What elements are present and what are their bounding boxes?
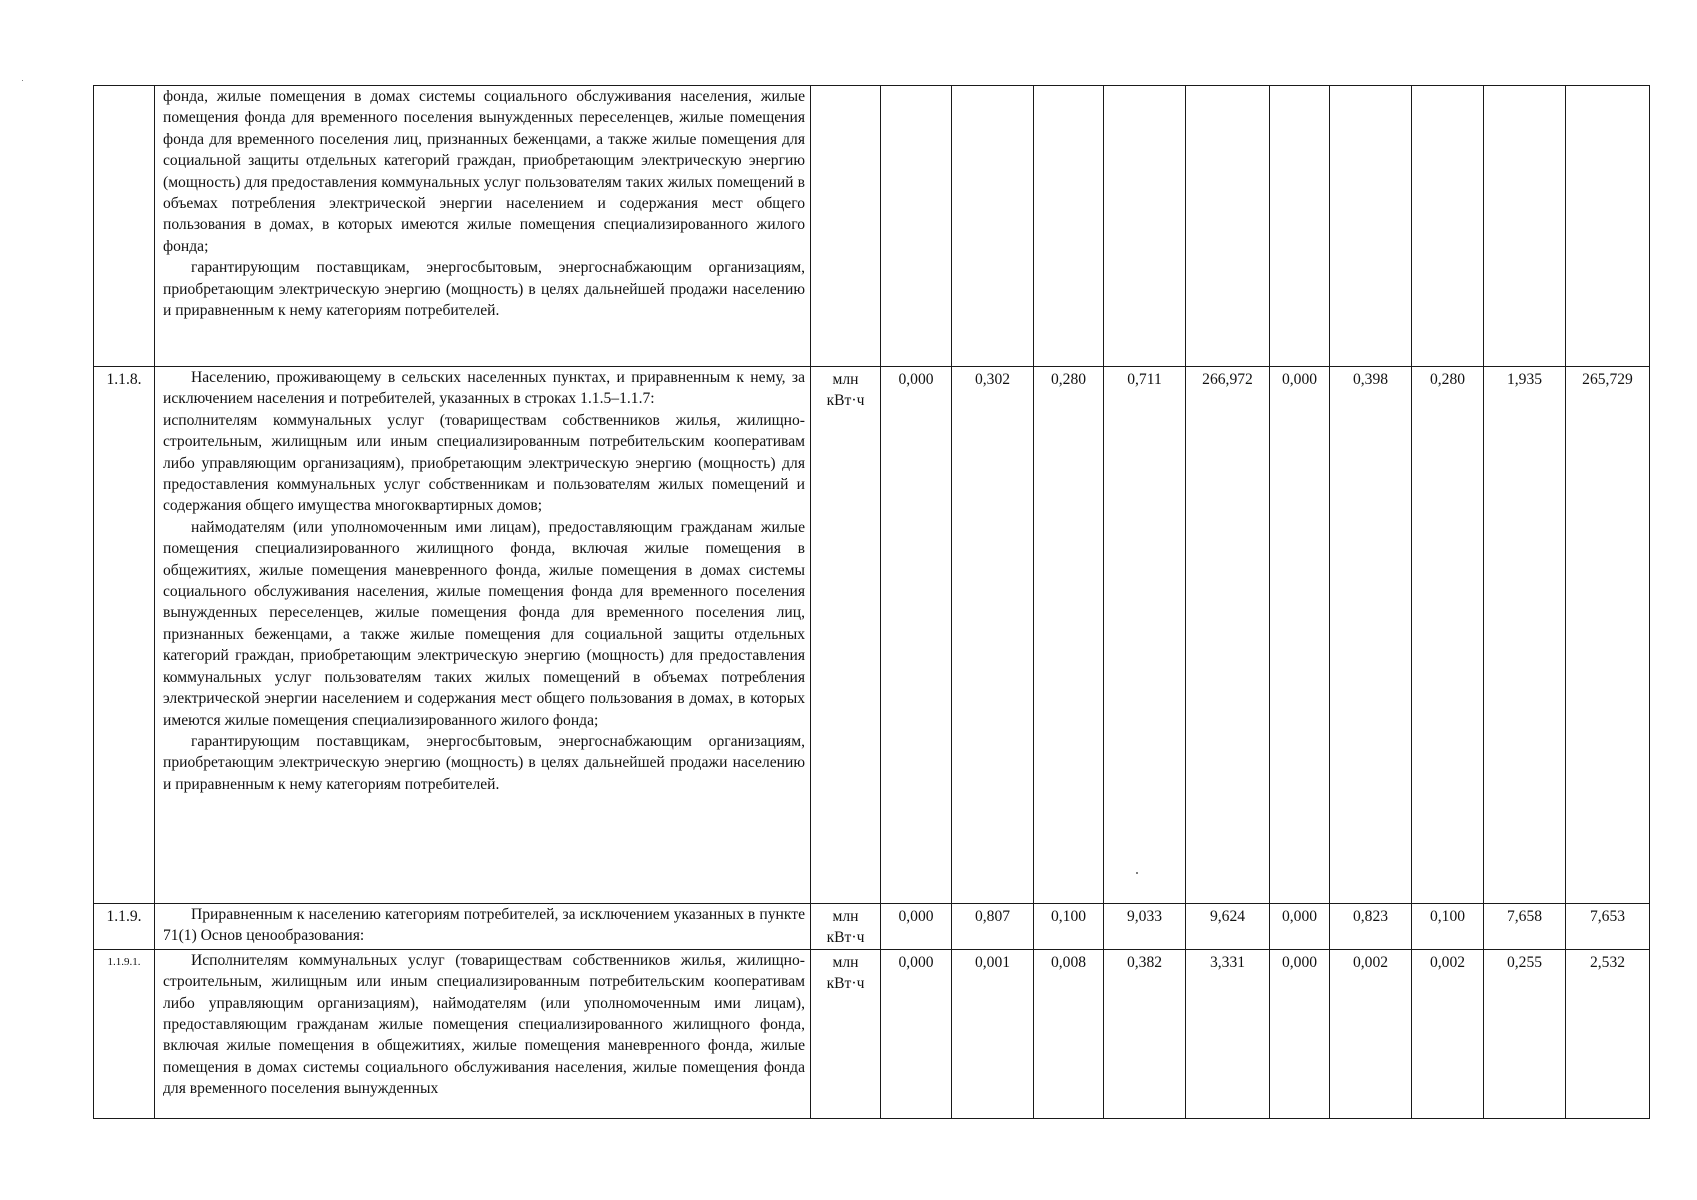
value-cell [952, 86, 1034, 367]
value-cell: 0,008 [1034, 949, 1104, 1118]
row-number: 1.1.9. [94, 904, 155, 950]
table-row [94, 86, 1650, 367]
description-paragraph: гарантирующим поставщикам, энергосбытовым, энергоснабжающим организациям, приобретающим электрическую энергию (мощность) в целях дальнейшей продажи населению и приравненным к нему категориям потребителей. [163, 732, 805, 793]
value-cell: 0,711 [1104, 367, 1186, 904]
table-row [94, 949, 1650, 1118]
value-cell: 7,653 [1566, 904, 1650, 950]
value-cell: 0,000 [881, 367, 952, 904]
value-cell: 0,000 [1270, 949, 1330, 1118]
value-cell [1566, 86, 1650, 367]
value-cell: 2,532 [1566, 949, 1650, 1118]
value-cell [1270, 86, 1330, 367]
value-cell [1330, 86, 1412, 367]
value-cell [1034, 86, 1104, 367]
description-paragraph: наймодателям (или уполномоченным ими лицам), предоставляющим гражданам жилые помещения специализированного жилищного фонда, включая жилые помещения в общежитиях, жилые помещения маневренного фонда, жилые помещения в домах системы социального обслуживания населения, жилые помещения фонда для временного поселения вынужденных переселенцев, жилые помещения фонда для временного поселения лиц, признанных беженцами, а также жилые помещения для социальной защиты отдельных категорий граждан, приобретающим электрическую энергию (мощность) для предоставления коммунальных услуг пользователям таких жилых помещений в объемах потребления электрической энергии населением и содержания мест общего пользования в домах, в которых имеются жилые помещения специализированного жилого фонда; [163, 518, 805, 729]
value-cell: 7,658 [1484, 904, 1566, 950]
value-cell: 1,935 [1484, 367, 1566, 904]
value-cell: 266,972 [1186, 367, 1270, 904]
value-cell: 0,002 [1412, 949, 1484, 1118]
value-cell: 0,280 [1034, 367, 1104, 904]
value-cell: 0,807 [952, 904, 1034, 950]
scan-speck [1136, 872, 1138, 874]
value-cell: 0,000 [881, 949, 952, 1118]
value-cell: 0,302 [952, 367, 1034, 904]
row-unit [811, 86, 881, 367]
description-paragraph: Населению, проживающему в сельских населенных пунктах, и приравненным к нему, за исключением населения и потребителей, указанных в строках 1.1.5–1.1.7: [163, 369, 805, 408]
description-paragraph: гарантирующим поставщикам, энергосбытовым, энергоснабжающим организациям, приобретающим электрическую энергию (мощность) в целях дальнейшей продажи населению и приравненным к нему категориям потребителей. [163, 259, 805, 320]
value-cell: 0,280 [1412, 367, 1484, 904]
row-unit: млн кВт·ч [811, 367, 881, 904]
row-unit: млн кВт·ч [811, 904, 881, 950]
value-cell: 0,255 [1484, 949, 1566, 1118]
description-paragraph: Приравненным к населению категориям потребителей, за исключением указанных в пункте 71(1) Основ ценообразования: [163, 906, 805, 945]
scan-speck [22, 80, 23, 81]
value-cell: 0,000 [1270, 367, 1330, 904]
row-description [155, 949, 811, 1118]
value-cell: 0,001 [952, 949, 1034, 1118]
value-cell: 9,624 [1186, 904, 1270, 950]
row-description [155, 367, 811, 904]
value-cell: 0,823 [1330, 904, 1412, 950]
table-row [94, 904, 1650, 950]
row-number: 1.1.9.1. [94, 949, 155, 1118]
value-cell: 9,033 [1104, 904, 1186, 950]
row-unit: млн кВт·ч [811, 949, 881, 1118]
value-cell [881, 86, 952, 367]
value-cell: 0,000 [881, 904, 952, 950]
row-description [155, 904, 811, 950]
value-cell: 0,398 [1330, 367, 1412, 904]
value-cell: 0,100 [1034, 904, 1104, 950]
value-cell [1104, 86, 1186, 367]
value-cell [1484, 86, 1566, 367]
description-paragraph: фонда, жилые помещения в домах системы социального обслуживания населения, жилые помещения фонда для временного поселения вынужденных переселенцев, жилые помещения фонда для временного поселения лиц, признанных беженцами, а также жилые помещения для социальной защиты отдельных категорий граждан, приобретающим электрическую энергию (мощность) для предоставления коммунальных услуг пользователям таких жилых помещений в объемах потребления электрической энергии населением и содержания мест общего пользования в домах, в которых имеются жилые помещения специализированного жилого фонда; [163, 88, 805, 255]
value-cell: 3,331 [1186, 949, 1270, 1118]
value-cell: 0,000 [1270, 904, 1330, 950]
value-cell: 0,100 [1412, 904, 1484, 950]
value-cell: 0,002 [1330, 949, 1412, 1118]
description-paragraph: исполнителям коммунальных услуг (товариществам собственников жилья, жилищно-строительным, жилищным или иным специализированным потребительским кооперативам либо управляющим организациям), приобретающим электрическую энергию (мощность) для предоставления коммунальных услуг собственникам и пользователям жилых помещений и содержания общего имущества многоквартирных домов; [163, 411, 805, 515]
value-cell: 265,729 [1566, 367, 1650, 904]
table-row [94, 367, 1650, 904]
row-description [155, 86, 811, 367]
tariff-table [93, 85, 1650, 1119]
row-number [94, 86, 155, 367]
value-cell: 0,382 [1104, 949, 1186, 1118]
row-number: 1.1.8. [94, 367, 155, 904]
value-cell [1186, 86, 1270, 367]
value-cell [1412, 86, 1484, 367]
description-paragraph: Исполнителям коммунальных услуг (товариществам собственников жилья, жилищно-строительным, жилищным или иным специализированным потребительским кооперативам либо управляющим организациям), наймодателям (или уполномоченным ими лицам), предоставляющим гражданам жилые помещения специализированного жилищного фонда, включая жилые помещения в общежитиях, жилые помещения маневренного фонда, жилые помещения в домах системы социального обслуживания населения, жилые помещения фонда для временного поселения вынужденных [163, 951, 805, 1098]
